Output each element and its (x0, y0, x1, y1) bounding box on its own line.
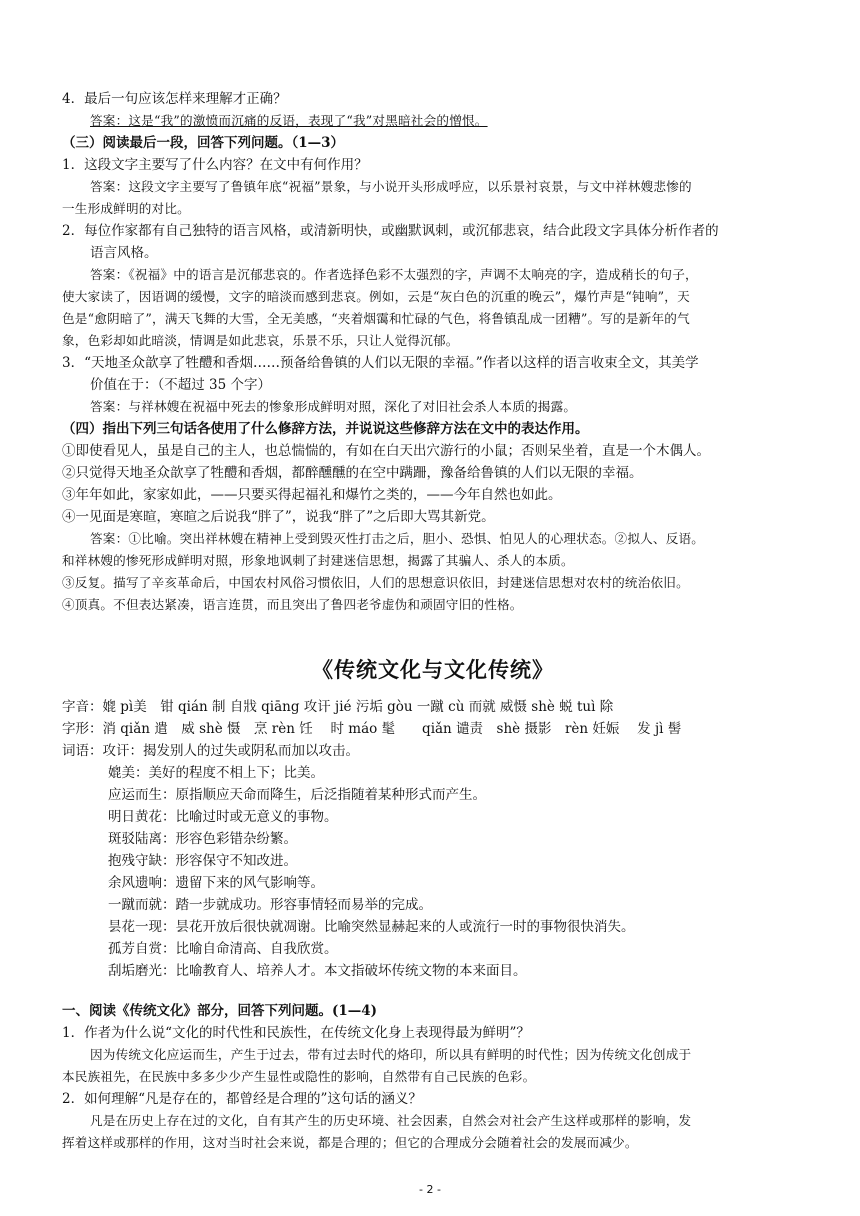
answer-text: 因为传统文化应运而生，产生于过去，带有过去时代的烙印，所以具有鲜明的时代性；因为传统文化创成于 (90, 1047, 692, 1062)
answer-text: 本民族祖先，在民族中多多少少产生显性或隐性的影响，自然带有自己民族的色彩。 (62, 1069, 536, 1084)
answer-text: ④顶真。不但表达紧凑，语言连贯，而且突出了鲁四老爷虚伪和顽固守旧的性格。 (62, 597, 523, 612)
question-text: 价值在于：（不超过 35 个字） (90, 377, 272, 393)
section-heading: 一、阅读《传统文化》部分，回答下列问题。(1—4) (62, 1003, 378, 1019)
ci-yu-line: 余风遗响：遗留下来的风气影响等。 (108, 875, 324, 891)
answer-text: ③反复。描写了辛亥革命后，中国农村风俗习惯依旧，人们的思想意识依旧，封建迷信思想对农村的统治依旧。 (62, 575, 689, 590)
ci-yu-line: 明日黄花：比喻过时或无意义的事物。 (108, 809, 338, 825)
answer-text: 挥着这样或那样的作用，这对当时社会来说，都是合理的；但它的合理成分会随着社会的发展而减少。 (62, 1135, 638, 1150)
page-number: - 2 - (419, 1183, 441, 1196)
article-title: 《传统文化与文化传统》 (312, 658, 554, 682)
zi-xing-line: 字形：消 qiǎn 遣 威 shè 慑 烹 rèn 饪 时 máo 髦 qiǎn 谴责 shè 摄影 rèn 妊娠 发 jì 髻 (62, 721, 682, 737)
ci-yu-line: 应运而生：原指顺应天命而降生，后泛指随着某种形式而产生。 (108, 787, 486, 803)
answer-text: 答案：①比喻。突出祥林嫂在精神上受到毁灭性打击之后，胆小、恐惧、怕见人的心理状态。②拟人、反语。 (90, 531, 705, 546)
ci-yu-line: 刮垢磨光：比喻教育人、培养人才。本文指破坏传统文物的本来面目。 (108, 963, 527, 979)
answer-text: 答案：与祥林嫂在祝福中死去的惨象形成鲜明对照，深化了对旧社会杀人本质的揭露。 (90, 399, 577, 414)
ci-yu-line: 孤芳自赏：比喻自命清高、自我欣赏。 (108, 941, 338, 957)
section-heading: （三）阅读最后一段，回答下列问题。（1—3） (62, 135, 345, 151)
ci-yu-line: 抱残守缺：形容保守不知改进。 (108, 853, 297, 869)
answer-text: 答案：《祝福》中的语言是沉郁悲哀的。作者选择色彩不太强烈的字，声调不太响亮的字，造成稍长的句子， (90, 267, 698, 282)
ci-yu-line: 媲美：美好的程度不相上下；比美。 (108, 765, 324, 781)
zi-yin-line: 字音：媲 pì美 钳 qián 制 自戕 qiāng 攻讦 jié 污垢 gòu 一蹴 cù 而就 威慑 shè 蜕 tuì 除 (62, 699, 614, 715)
answer-text: 色是“愈阴暗了”，满天飞舞的大雪，全无美感，“夹着烟霭和忙碌的气色，将鲁镇乱成一团糟”。写的是新年的气 (62, 311, 690, 326)
answer-text: 象，色彩却如此暗淡，情调是如此悲哀，乐景不乐，只让人觉得沉郁。 (62, 333, 459, 348)
section-heading: （四）指出下列三句话各使用了什么修辞方法，并说说这些修辞方法在文中的表达作用。 (62, 421, 589, 437)
question-text: 1．这段文字主要写了什么内容？在文中有何作用？ (62, 157, 368, 173)
answer-text: 答案：这段文字主要写了鲁镇年底“祝福”景象，与小说开头形成呼应，以乐景衬哀景，与文中祥林嫂悲惨的 (90, 179, 692, 194)
answer-text: 答案：这是“我”的激愤而沉痛的反语，表现了“我”对黑暗社会的憎恨。 (90, 113, 488, 128)
sentence-item: ②只觉得天地圣众歆享了牲醴和香烟，都醉醺醺的在空中蹒跚，豫备给鲁镇的人们以无限的幸福。 (62, 465, 643, 481)
sentence-item: ①即使看见人，虽是自己的主人，也总惴惴的，有如在白天出穴游行的小鼠；否则呆坐着，直是一个木偶人。 (62, 443, 710, 459)
ci-yu-line: 昙花一现：昙花开放后很快就凋谢。比喻突然显赫起来的人或流行一时的事物很快消失。 (108, 919, 635, 935)
document-page (62, 88, 804, 1154)
question-text: 3．“天地圣众歆享了牲醴和香烟……预备给鲁镇的人们以无限的幸福。”作者以这样的语言收束全文，其美学 (62, 355, 699, 371)
question-text: 语言风格。 (90, 245, 158, 261)
ci-yu-line: 一蹴而就：踏一步就成功。形容事情轻而易举的完成。 (108, 897, 432, 913)
answer-text: 使大家读了，因语调的缓慢，文字的暗淡而感到悲哀。例如，云是“灰白色的沉重的晚云”，爆竹声是“钝响”，天 (62, 289, 690, 304)
ci-yu-line: 斑驳陆离：形容色彩错杂纷繁。 (108, 831, 297, 847)
question-text: 4．最后一句应该怎样来理解才正确？ (62, 91, 287, 107)
answer-text: 一生形成鲜明的对比。 (62, 201, 190, 216)
ci-yu-line: 词语：攻讦：揭发别人的过失或阴私而加以攻击。 (62, 743, 359, 759)
question-text: 1．作者为什么说“文化的时代性和民族性，在传统文化身上表现得最为鲜明”？ (62, 1025, 530, 1041)
answer-text: 和祥林嫂的惨死形成鲜明对照，形象地讽刺了封建迷信思想，揭露了其骗人、杀人的本质。 (62, 553, 574, 568)
question-text: 2．每位作家都有自己独特的语言风格，或清新明快，或幽默讽刺，或沉郁悲哀，结合此段文字具体分析作者的 (62, 223, 719, 239)
question-text: 2．如何理解“凡是存在的，都曾经是合理的”这句话的涵义？ (62, 1091, 422, 1107)
sentence-item: ④一见面是寒暄，寒暄之后说我“胖了”，说我“胖了”之后即大骂其新党。 (62, 509, 495, 525)
answer-text: 凡是在历史上存在过的文化，自有其产生的历史环境、社会因素，自然会对社会产生这样或那样的影响，发 (90, 1113, 692, 1128)
sentence-item: ③年年如此，家家如此，——只要买得起福礼和爆竹之类的，——今年自然也如此。 (62, 487, 562, 503)
